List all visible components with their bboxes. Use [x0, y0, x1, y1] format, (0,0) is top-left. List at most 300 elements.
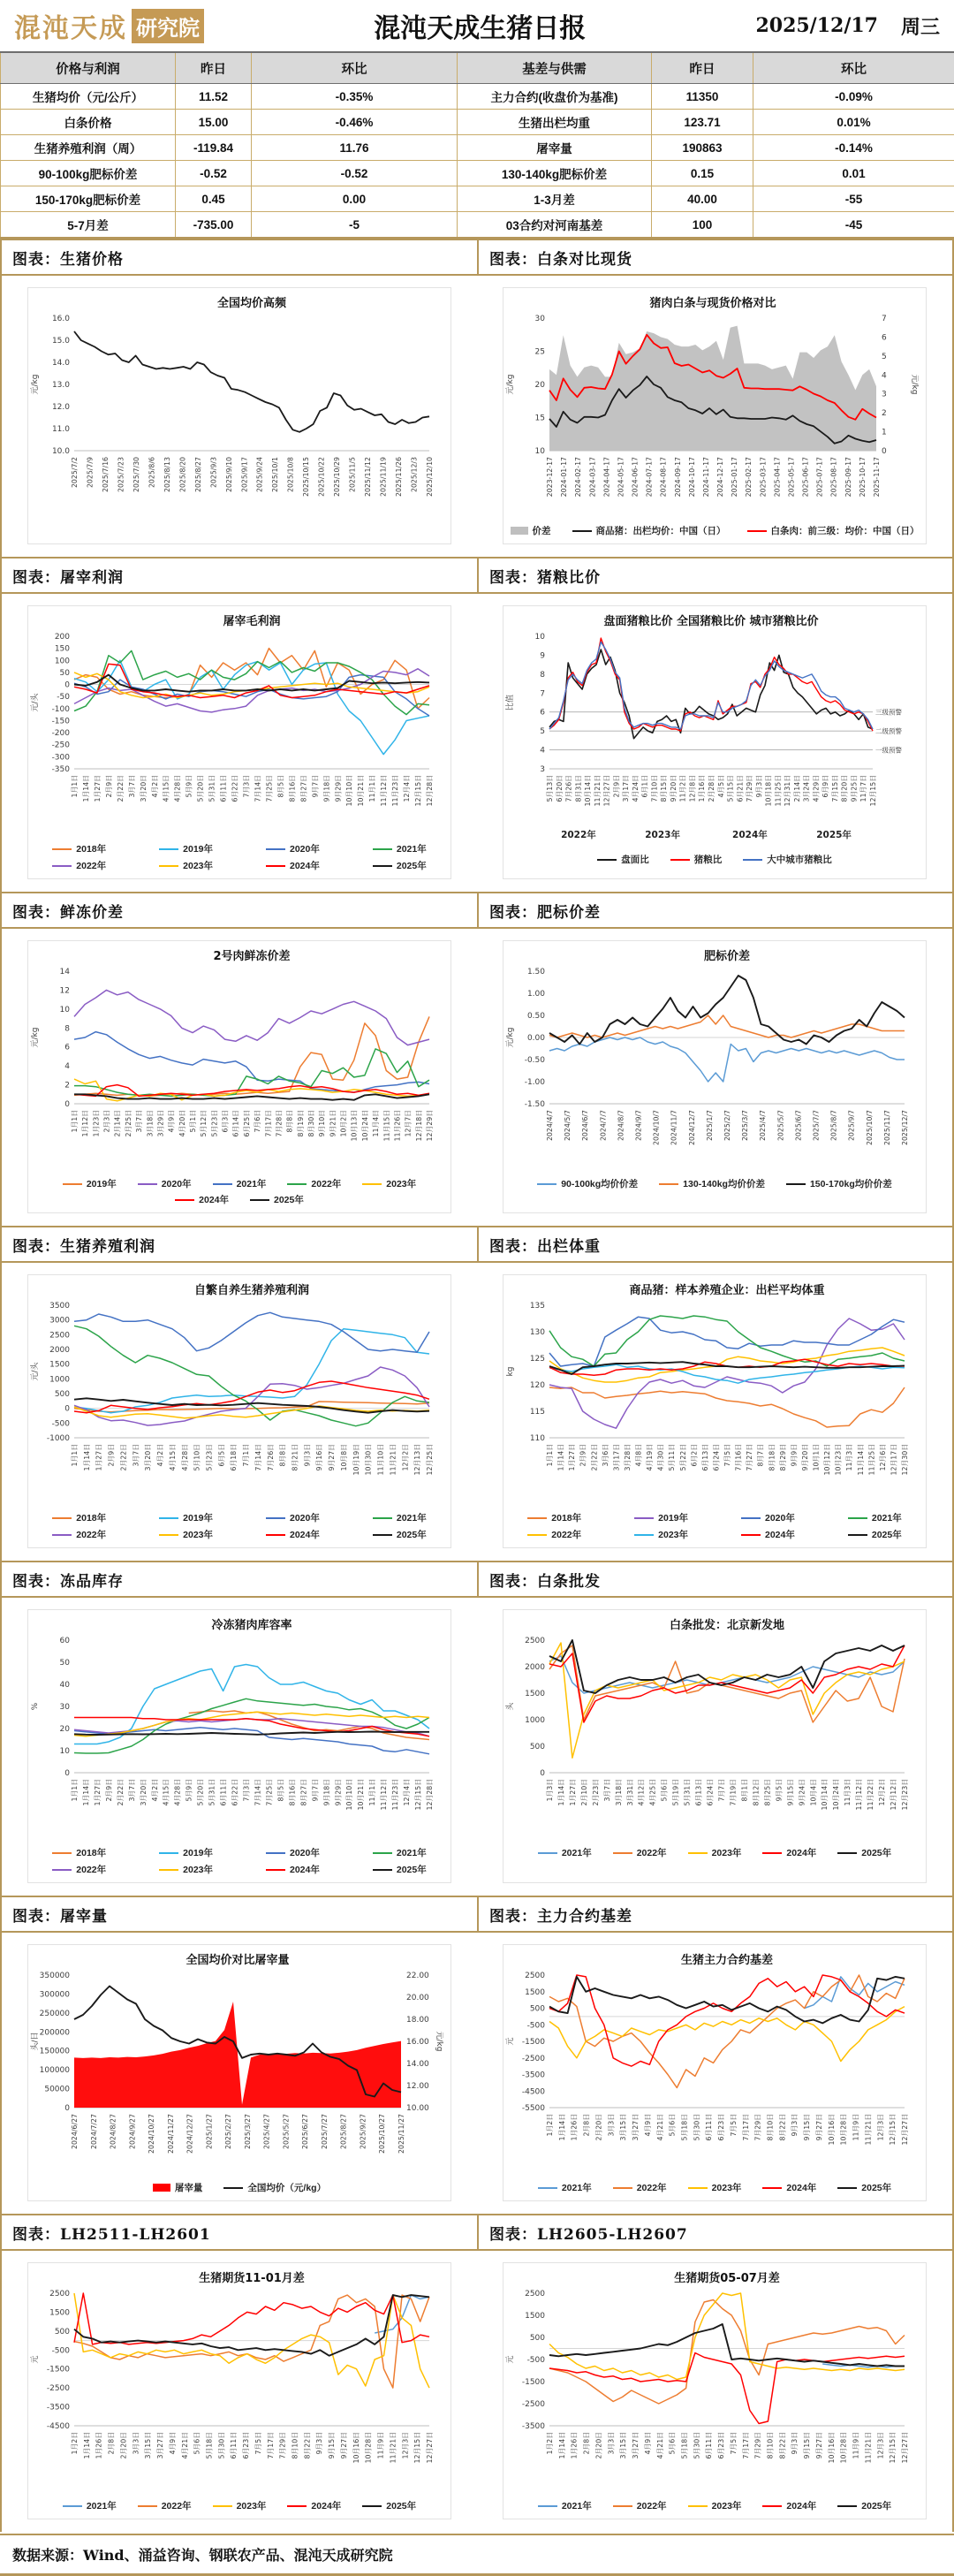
- svg-text:10月4日: 10月4日: [809, 1779, 817, 1805]
- legend-line-swatch: [741, 1534, 761, 1536]
- svg-text:2025-05-17: 2025-05-17: [787, 457, 795, 497]
- svg-text:6月13日: 6月13日: [701, 1444, 709, 1470]
- svg-text:1月27日: 1月27日: [94, 775, 102, 802]
- legend-line-swatch: [250, 1199, 269, 1201]
- svg-text:8月25日: 8月25日: [763, 1779, 771, 1805]
- logo-text: 混沌天成: [14, 6, 127, 45]
- svg-text:3月17日: 3月17日: [622, 775, 630, 802]
- svg-text:11月3日: 11月3日: [844, 1779, 852, 1805]
- svg-text:9月20日: 9月20日: [670, 775, 678, 802]
- svg-text:-3500: -3500: [522, 2422, 545, 2431]
- legend-label: 2025年: [872, 1528, 902, 1541]
- svg-text:1月2日: 1月2日: [546, 2432, 554, 2455]
- svg-text:2025/9/24: 2025/9/24: [256, 457, 264, 492]
- svg-text:5月18日: 5月18日: [680, 2114, 688, 2140]
- svg-text:0: 0: [64, 681, 70, 690]
- svg-text:4: 4: [882, 371, 887, 380]
- svg-text:2500: 2500: [525, 2290, 545, 2299]
- svg-text:12月15日: 12月15日: [889, 2432, 897, 2463]
- chart-legend: [34, 1511, 445, 1541]
- svg-text:9月27日: 9月27日: [340, 2432, 348, 2458]
- svg-text:7月19日: 7月19日: [729, 1779, 737, 1805]
- svg-text:10月16日: 10月16日: [828, 2114, 836, 2145]
- legend-label: 2019年: [183, 842, 213, 855]
- legend-item: [527, 1528, 581, 1541]
- legend-line-swatch: [266, 848, 285, 850]
- legend-label: 2024年: [311, 2499, 341, 2512]
- section-label-fresh-frozen-spread: 图表：鲜冻价差: [2, 893, 477, 927]
- legend-label: 130-140kg均价价差: [683, 1177, 765, 1190]
- data-source-footer: 数据来源：Wind、涌益咨询、钢联农产品、混沌天成研究院: [0, 2534, 954, 2576]
- section-label-carcass-wholesale: 图表：白条批发: [477, 1562, 952, 1596]
- svg-text:1500: 1500: [525, 2312, 545, 2321]
- svg-text:6月23日: 6月23日: [242, 2432, 250, 2458]
- section-label-slaughter-volume: 图表：屠宰量: [2, 1897, 477, 1931]
- legend-item: [362, 1177, 416, 1190]
- svg-text:7月17日: 7月17日: [742, 2114, 750, 2140]
- svg-text:2月28日: 2月28日: [708, 775, 716, 802]
- svg-text:3月27日: 3月27日: [632, 2432, 640, 2458]
- svg-text:2月22日: 2月22日: [117, 1779, 125, 1805]
- svg-text:10月10日: 10月10日: [345, 1779, 353, 1810]
- svg-text:11月9日: 11月9日: [377, 2432, 385, 2458]
- svg-text:1月14日: 1月14日: [557, 1779, 565, 1805]
- svg-text:3月18日: 3月18日: [615, 1779, 623, 1805]
- table-cell: 0.00: [252, 186, 458, 212]
- legend-item: [741, 1528, 795, 1541]
- chart-lh2605-lh2607: [503, 2262, 927, 2519]
- svg-text:-1.50: -1.50: [525, 1100, 546, 1109]
- legend-line-swatch: [762, 1852, 782, 1854]
- chart-legend: [509, 1511, 920, 1541]
- legend-line-swatch: [362, 2505, 382, 2507]
- svg-text:2025-11-17: 2025-11-17: [873, 457, 881, 497]
- svg-text:10月2日: 10月2日: [340, 1110, 348, 1136]
- svg-text:50: 50: [60, 669, 71, 678]
- svg-text:2月25日: 2月25日: [125, 1110, 132, 1136]
- table-cell: -0.52: [252, 161, 458, 186]
- legend-item: [138, 1177, 192, 1190]
- svg-text:3月7日: 3月7日: [603, 1779, 611, 1802]
- legend-item: [266, 1846, 320, 1859]
- legend-item: [52, 1528, 106, 1541]
- svg-text:4月9日: 4月9日: [644, 2114, 652, 2137]
- legend-line-swatch: [747, 530, 767, 532]
- svg-text:350000: 350000: [40, 1972, 71, 1980]
- svg-text:10月8日: 10月8日: [340, 1444, 348, 1470]
- svg-text:3月17日: 3月17日: [612, 1444, 620, 1470]
- svg-text:2月22日: 2月22日: [117, 775, 125, 802]
- svg-text:3月29日: 3月29日: [156, 1110, 164, 1136]
- svg-text:2025/6/7: 2025/6/7: [794, 1110, 802, 1141]
- svg-text:2024-11-17: 2024-11-17: [702, 457, 710, 497]
- chart-svg: [28, 1614, 443, 1840]
- svg-text:9月27日: 9月27日: [815, 2114, 823, 2140]
- svg-text:60: 60: [60, 1637, 71, 1645]
- svg-text:500: 500: [530, 2334, 545, 2343]
- svg-text:-1000: -1000: [47, 1434, 70, 1443]
- svg-text:30: 30: [535, 315, 546, 323]
- svg-text:3月27日: 3月27日: [156, 2432, 164, 2458]
- svg-text:9月5日: 9月5日: [775, 1779, 783, 1802]
- svg-text:2024/11/7: 2024/11/7: [670, 1110, 678, 1145]
- legend-item: [266, 859, 320, 872]
- svg-text:7: 7: [882, 315, 887, 323]
- svg-text:2024/12/27: 2024/12/27: [186, 2114, 194, 2154]
- svg-text:2025/9/7: 2025/9/7: [848, 1110, 856, 1141]
- table-cell: -0.52: [176, 161, 252, 186]
- legend-label: 2022年: [551, 1528, 581, 1541]
- chart-svg: [504, 1949, 919, 2175]
- legend-item: [747, 524, 920, 537]
- svg-text:10月28日: 10月28日: [840, 2432, 848, 2463]
- legend-label: 2020年: [290, 1511, 320, 1524]
- svg-text:1月2日: 1月2日: [546, 2114, 554, 2137]
- svg-text:7月29日: 7月29日: [754, 2114, 762, 2140]
- svg-text:6月11日: 6月11日: [220, 1779, 228, 1805]
- svg-text:3月6日: 3月6日: [602, 1444, 610, 1467]
- svg-text:元/kg: 元/kg: [30, 375, 40, 395]
- svg-text:1: 1: [882, 429, 887, 437]
- legend-line-swatch: [634, 1517, 654, 1519]
- svg-text:2024/10/7: 2024/10/7: [653, 1110, 661, 1145]
- chart-svg: [28, 2267, 443, 2493]
- chart-fresh-frozen-spread: [27, 940, 451, 1213]
- svg-text:2025/10/22: 2025/10/22: [318, 457, 326, 497]
- svg-text:5月18日: 5月18日: [205, 2432, 213, 2458]
- legend-label: 2024年: [199, 1193, 229, 1206]
- svg-text:11月21日: 11月21日: [389, 2432, 397, 2463]
- svg-text:12: 12: [60, 986, 70, 995]
- table-cell: -119.84: [176, 135, 252, 161]
- svg-text:-2500: -2500: [47, 2384, 70, 2393]
- svg-text:2025/11/27: 2025/11/27: [398, 2114, 405, 2154]
- svg-text:元/kg: 元/kg: [30, 1028, 40, 1048]
- legend-label: 2021年: [397, 1511, 427, 1524]
- svg-text:2024/10/27: 2024/10/27: [148, 2114, 155, 2154]
- svg-text:11月14日: 11月14日: [857, 1444, 865, 1475]
- svg-text:4月21日: 4月21日: [656, 2114, 664, 2140]
- table-header-cell: 环比: [252, 52, 458, 84]
- svg-text:20: 20: [60, 1725, 71, 1734]
- svg-text:11月12日: 11月12日: [380, 775, 388, 806]
- svg-text:12月4日: 12月4日: [403, 775, 411, 802]
- svg-text:2025/7/23: 2025/7/23: [117, 457, 125, 492]
- legend-item: [743, 853, 832, 866]
- svg-text:2024-05-17: 2024-05-17: [617, 457, 625, 497]
- legend-line-swatch: [373, 1852, 392, 1854]
- svg-text:8: 8: [64, 1024, 70, 1033]
- legend-line-swatch: [848, 1517, 867, 1519]
- svg-text:50: 50: [60, 1659, 71, 1668]
- legend-line-swatch: [213, 2505, 232, 2507]
- svg-text:10.0: 10.0: [52, 447, 70, 456]
- legend-line-swatch: [373, 1517, 392, 1519]
- legend-line-swatch: [52, 1869, 72, 1871]
- svg-text:6月1日: 6月1日: [641, 775, 649, 798]
- legend-item: [159, 1846, 213, 1859]
- svg-text:11月9日: 11月9日: [852, 2432, 860, 2458]
- svg-text:100: 100: [55, 657, 70, 665]
- svg-text:11月21日: 11月21日: [864, 2432, 872, 2463]
- table-header-cell: 价格与利润: [1, 52, 176, 84]
- svg-text:7月6日: 7月6日: [254, 1110, 261, 1133]
- legend-item: [837, 2181, 891, 2194]
- legend-label: 2022年: [76, 859, 106, 872]
- legend-label: 2023年: [712, 2181, 742, 2194]
- legend-line-swatch: [373, 865, 392, 867]
- svg-text:生猪主力合约基差: 生猪主力合约基差: [681, 1953, 773, 1967]
- chart-svg: [504, 292, 919, 518]
- legend-item: [52, 1511, 106, 1524]
- svg-text:7月14日: 7月14日: [254, 1444, 262, 1470]
- svg-text:500: 500: [55, 1390, 70, 1399]
- section-labels-1: [2, 239, 952, 276]
- svg-text:-1500: -1500: [47, 2366, 70, 2375]
- svg-text:2025/7/16: 2025/7/16: [102, 457, 110, 492]
- legend-item: [52, 842, 106, 855]
- chart-frozen-inventory: [27, 1609, 451, 1883]
- svg-text:元/kg: 元/kg: [505, 1028, 515, 1048]
- svg-text:2500: 2500: [49, 1331, 70, 1340]
- legend-item: [688, 2499, 742, 2512]
- svg-text:2025/10/29: 2025/10/29: [333, 457, 341, 497]
- charts-row-5: [2, 1598, 952, 1896]
- svg-text:5月31日: 5月31日: [208, 1779, 216, 1805]
- section-label-pig-price: 图表：生猪价格: [2, 240, 477, 274]
- section-label-slaughter-weight: 图表：出栏体重: [477, 1227, 952, 1261]
- svg-text:-200: -200: [52, 729, 71, 738]
- svg-text:2024/7/7: 2024/7/7: [599, 1110, 607, 1141]
- svg-text:2024-01-17: 2024-01-17: [560, 457, 568, 497]
- legend-line-swatch: [538, 2505, 557, 2507]
- svg-text:12月3日: 12月3日: [401, 2432, 409, 2458]
- svg-text:2: 2: [64, 1082, 70, 1090]
- legend-item: [762, 2181, 816, 2194]
- legend-label: 2022年: [637, 2181, 667, 2194]
- legend-line-swatch: [762, 2505, 782, 2507]
- svg-text:10月28日: 10月28日: [840, 2114, 848, 2145]
- chart-legend: [509, 853, 920, 866]
- svg-text:9月29日: 9月29日: [334, 1779, 342, 1805]
- section-label-fat-standard-spread: 图表：肥标价差: [477, 893, 952, 927]
- svg-text:2025-06-17: 2025-06-17: [802, 457, 810, 497]
- legend-label: 2024年: [765, 1528, 795, 1541]
- chart-legend: [34, 1846, 445, 1876]
- svg-text:2024/7/27: 2024/7/27: [90, 2114, 98, 2149]
- svg-text:6月18日: 6月18日: [230, 1444, 238, 1470]
- svg-text:5月6日: 5月6日: [661, 1779, 669, 1802]
- legend-item: [572, 524, 726, 537]
- svg-text:元/kg: 元/kg: [435, 2032, 443, 2052]
- legend-line-swatch: [362, 1183, 382, 1185]
- svg-text:2025/10/7: 2025/10/7: [866, 1110, 874, 1145]
- svg-text:10月24日: 10月24日: [361, 1110, 369, 1141]
- svg-text:3月31日: 3月31日: [626, 1779, 634, 1805]
- svg-text:15.0: 15.0: [52, 337, 70, 346]
- svg-text:头: 头: [504, 1702, 515, 1711]
- svg-text:2月8日: 2月8日: [583, 2432, 591, 2455]
- svg-text:2025/8/27: 2025/8/27: [340, 2114, 348, 2149]
- legend-line-swatch: [52, 1852, 72, 1854]
- legend-line-swatch: [266, 1852, 285, 1854]
- svg-text:2024-07-17: 2024-07-17: [646, 457, 654, 497]
- svg-text:9月15日: 9月15日: [803, 2432, 811, 2458]
- svg-text:1月27日: 1月27日: [569, 1779, 577, 1805]
- svg-text:135: 135: [530, 1302, 545, 1311]
- svg-text:2025/3/7: 2025/3/7: [741, 1110, 749, 1141]
- svg-text:2025/10/27: 2025/10/27: [378, 2114, 386, 2154]
- svg-text:3月24日: 3月24日: [803, 775, 811, 802]
- legend-item: [362, 2499, 416, 2512]
- legend-label: 2023年: [237, 2499, 267, 2512]
- svg-text:生猪期货11-01月差: 生猪期货11-01月差: [199, 2271, 305, 2285]
- legend-label: 2023年: [183, 859, 213, 872]
- legend-line-swatch: [266, 865, 285, 867]
- svg-text:5月30日: 5月30日: [217, 2432, 225, 2458]
- svg-text:冷冻猪肉库容率: 冷冻猪肉库容率: [211, 1618, 292, 1632]
- svg-text:8月5日: 8月5日: [276, 1779, 284, 1802]
- legend-label: 2020年: [290, 1846, 320, 1859]
- svg-text:2024-10-17: 2024-10-17: [688, 457, 696, 497]
- legend-label: 2018年: [76, 1846, 106, 1859]
- legend-label: 2018年: [76, 842, 106, 855]
- table-cell: -55: [753, 186, 954, 212]
- svg-text:5月30日: 5月30日: [693, 2114, 700, 2140]
- table-cell: 0.45: [176, 186, 252, 212]
- legend-label: 2021年: [562, 2499, 592, 2512]
- svg-text:25: 25: [535, 348, 545, 357]
- legend-label: 2018年: [551, 1511, 581, 1524]
- legend-line-swatch: [159, 1534, 178, 1536]
- svg-text:2024-04-17: 2024-04-17: [602, 457, 610, 497]
- svg-text:1000: 1000: [525, 1716, 545, 1725]
- table-row: [1, 186, 954, 212]
- legend-line-swatch: [688, 1852, 708, 1854]
- legend-label: 2023年: [658, 1528, 688, 1541]
- svg-text:6月24日: 6月24日: [707, 1779, 715, 1805]
- svg-text:5月9日: 5月9日: [186, 1779, 193, 1802]
- svg-text:6: 6: [540, 709, 545, 718]
- svg-text:500: 500: [530, 1743, 545, 1752]
- svg-text:11月7日: 11月7日: [859, 775, 867, 802]
- legend-label: 屠宰量: [175, 2181, 203, 2194]
- chart-svg: [504, 1279, 919, 1505]
- table-cell: 5-7月差: [1, 212, 176, 239]
- svg-text:6月22日: 6月22日: [231, 1779, 239, 1805]
- svg-text:500: 500: [55, 2328, 70, 2337]
- svg-text:4月19日: 4月19日: [646, 1444, 654, 1470]
- svg-text:7月28日: 7月28日: [275, 1110, 283, 1136]
- svg-text:15: 15: [535, 414, 545, 423]
- svg-text:6月22日: 6月22日: [231, 775, 239, 802]
- table-cell: -0.46%: [252, 110, 458, 135]
- report-weekday: 周三: [901, 12, 940, 40]
- legend-item: [213, 1177, 267, 1190]
- svg-text:2024-03-17: 2024-03-17: [588, 457, 596, 497]
- svg-text:5月20日: 5月20日: [197, 775, 205, 802]
- section-label-frozen-inventory: 图表：冻品库存: [2, 1562, 477, 1596]
- svg-text:-1.00: -1.00: [525, 1078, 546, 1087]
- legend-label: 2020年: [162, 1177, 192, 1190]
- chart-legend: [34, 2181, 445, 2194]
- table-cell: -0.35%: [252, 84, 458, 110]
- svg-text:6月11日: 6月11日: [220, 775, 228, 802]
- svg-text:-250: -250: [52, 741, 71, 750]
- svg-text:7月27日: 7月27日: [746, 1444, 753, 1470]
- svg-text:元/kg: 元/kg: [910, 375, 919, 395]
- table-row: [1, 135, 954, 161]
- svg-text:8月5日: 8月5日: [276, 775, 284, 798]
- svg-text:3月3日: 3月3日: [607, 2432, 615, 2455]
- svg-text:12月13日: 12月13日: [413, 1444, 421, 1475]
- svg-text:元/kg: 元/kg: [505, 375, 515, 395]
- chart-legend: [509, 1846, 920, 1859]
- svg-text:2025/6/27: 2025/6/27: [301, 2114, 309, 2149]
- legend-label: 2019年: [87, 1177, 117, 1190]
- svg-text:7月14日: 7月14日: [254, 1779, 261, 1805]
- svg-text:1500: 1500: [525, 1690, 545, 1698]
- svg-text:22.00: 22.00: [406, 1972, 429, 1980]
- legend-label: 2023年: [712, 1846, 742, 1859]
- legend-item: [511, 524, 551, 537]
- svg-text:8月27日: 8月27日: [299, 1779, 307, 1805]
- svg-text:10月12日: 10月12日: [823, 1444, 831, 1475]
- legend-line-swatch: [848, 1534, 867, 1536]
- svg-text:0: 0: [64, 1405, 70, 1414]
- legend-item: [613, 2499, 667, 2512]
- svg-text:9月7日: 9月7日: [311, 775, 319, 798]
- chart-svg: [28, 945, 443, 1171]
- svg-text:7月16日: 7月16日: [735, 1444, 743, 1470]
- svg-text:8月22日: 8月22日: [303, 2432, 311, 2458]
- legend-label: 2019年: [183, 1511, 213, 1524]
- svg-text:12月18日: 12月18日: [415, 1110, 423, 1141]
- svg-text:8月8日: 8月8日: [286, 1110, 294, 1133]
- svg-text:2024/8/27: 2024/8/27: [110, 2114, 117, 2149]
- legend-item: [597, 853, 649, 866]
- svg-text:9月24日: 9月24日: [798, 1779, 806, 1805]
- legend-item: [538, 1846, 592, 1859]
- legend-item: [63, 1177, 117, 1190]
- svg-text:1月26日: 1月26日: [571, 2114, 579, 2140]
- svg-text:2月9日: 2月9日: [105, 1779, 113, 1802]
- legend-line-swatch: [659, 1183, 678, 1185]
- svg-text:10月21日: 10月21日: [357, 1779, 365, 1810]
- legend-item: [266, 1511, 320, 1524]
- svg-text:2025-07-17: 2025-07-17: [816, 457, 824, 497]
- table-cell: 1-3月差: [458, 186, 652, 212]
- legend-item: [159, 842, 213, 855]
- svg-text:4月29日: 4月29日: [812, 775, 820, 802]
- svg-text:8月20日: 8月20日: [841, 775, 849, 802]
- svg-text:2025/8/20: 2025/8/20: [178, 457, 186, 492]
- svg-text:2月9日: 2月9日: [105, 775, 113, 798]
- svg-text:8月8日: 8月8日: [279, 1444, 287, 1467]
- svg-text:13.0: 13.0: [52, 381, 70, 390]
- legend-line-swatch: [688, 2505, 708, 2507]
- legend-item: [159, 1511, 213, 1524]
- svg-text:3月15日: 3月15日: [144, 2432, 152, 2458]
- svg-text:元/头: 元/头: [29, 1361, 40, 1380]
- svg-text:2月20日: 2月20日: [119, 2432, 127, 2458]
- charts-row-3: [2, 929, 952, 1226]
- table-cell: -0.09%: [753, 84, 954, 110]
- legend-line-swatch: [287, 2505, 307, 2507]
- svg-text:2024-08-17: 2024-08-17: [660, 457, 668, 497]
- legend-line-swatch: [159, 848, 178, 850]
- table-row: [1, 161, 954, 186]
